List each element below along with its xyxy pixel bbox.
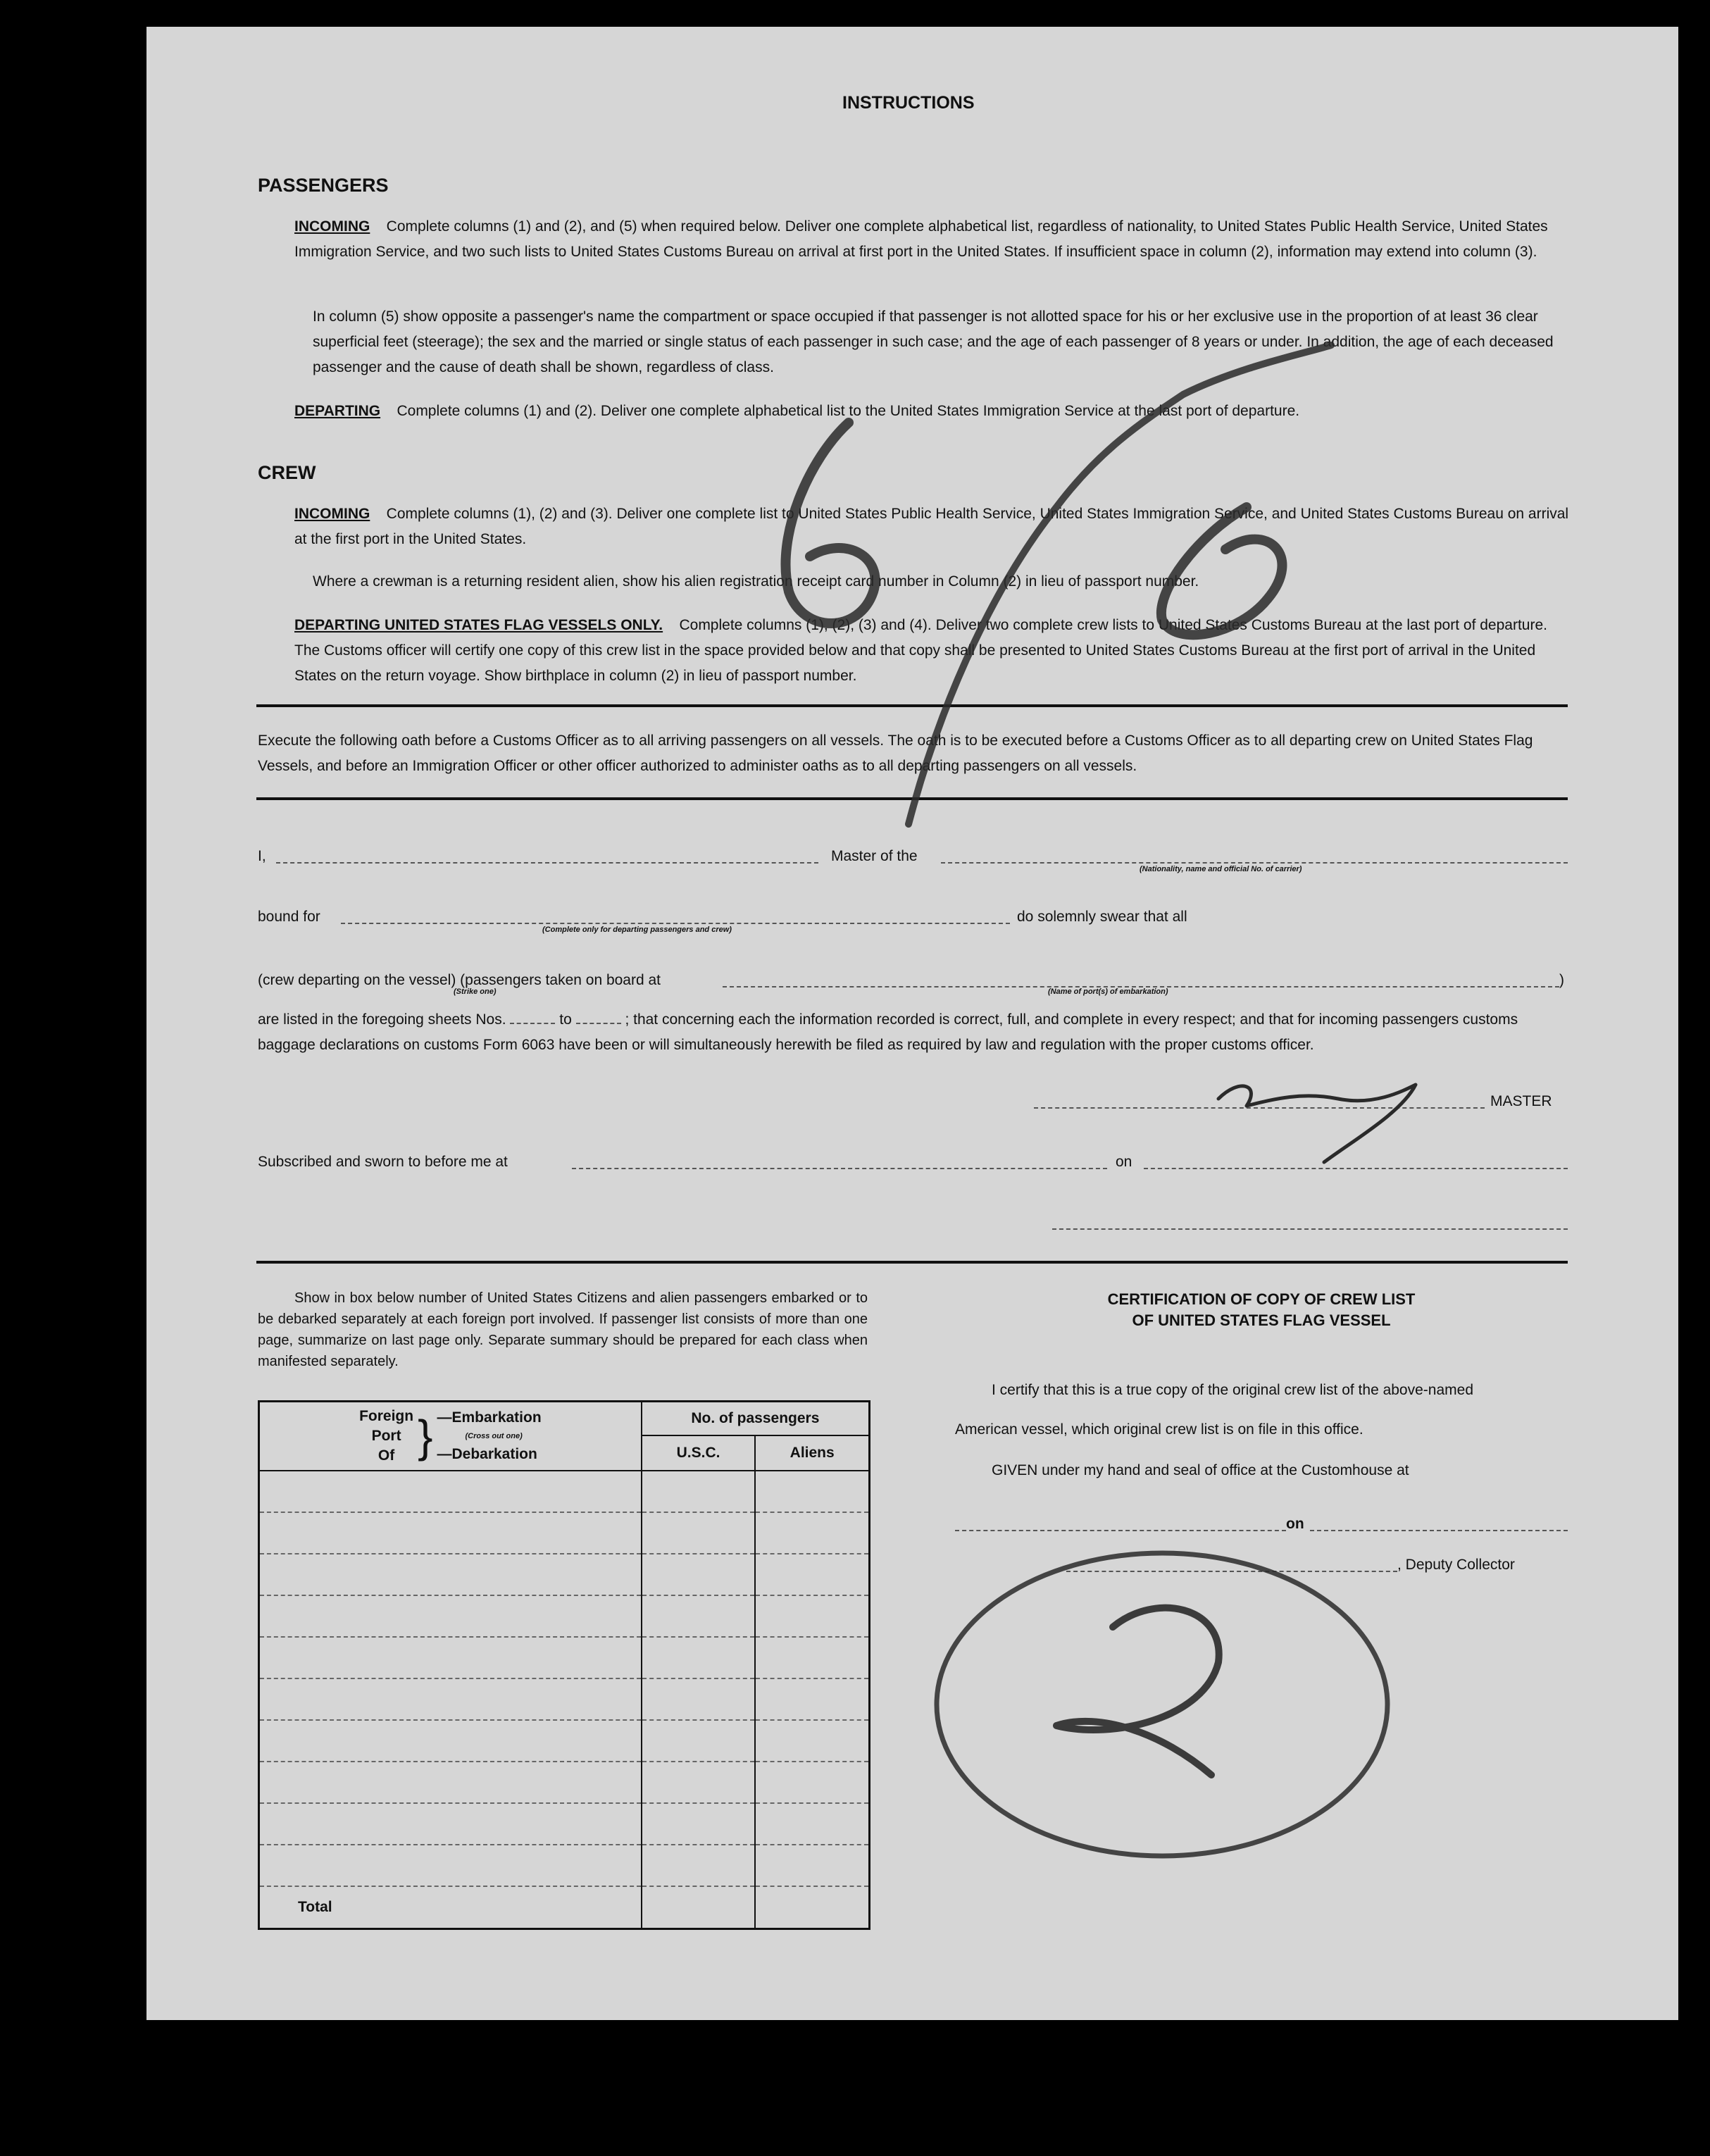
listed-rest: passengers customs baggage declarations on customs Form 6063 have been or will simultaneously herewith be filed as required by law and regulation with the proper customs officer. xyxy=(258,1011,1518,1053)
certification-heading-line2: OF UNITED STATES FLAG VESSEL xyxy=(1132,1311,1391,1329)
given-text: GIVEN under my hand and seal of office at the Customhouse at xyxy=(992,1462,1409,1478)
cross-out-note: (Cross out one) xyxy=(465,1432,523,1440)
handwritten-six-left xyxy=(786,423,875,623)
passengers-col5-text: In column (5) show opposite a passenger's name the compartment or space occupied if that passenger is not allotted space for his or her exclusive use in the proportion of at least 36 clear superficial feet (steerage); the sex and the married or single status of each passenger in such case; and the age of each passenger of 8 years or under. In addition, the age of each deceased passenger and the cause of death shall be shown, regardless of class. xyxy=(313,309,1554,375)
oath-intro: Execute the following oath before a Customs Officer as to all arriving passengers on all vessels. The oath is to be executed before a Customs Officer as to all departing crew on United States Flag Vessels, and before an Immigration Officer or other officer authorized to administer oaths as to all departing passengers on all vessels. xyxy=(258,733,1533,774)
crew-departing-label: DEPARTING UNITED STATES FLAG VESSELS ONLY. xyxy=(294,617,663,633)
port-note: (Name of port(s) of embarkation) xyxy=(1048,987,1168,996)
crew-heading: CREW xyxy=(258,462,316,483)
to-label: to xyxy=(559,1011,572,1028)
bound-for-label: bound for xyxy=(258,909,320,925)
embarkation-option[interactable]: —Embarkation xyxy=(437,1409,542,1426)
of-label: Of xyxy=(377,1447,395,1464)
nationality-note: (Nationality, name and official No. of carrier) xyxy=(1140,865,1302,873)
oath-i-label: I, xyxy=(258,848,266,864)
port-label: Port xyxy=(371,1428,401,1444)
listed-suffix: ; that concerning each the information recorded is correct, full, and complete in every respect; and that for incoming xyxy=(625,1011,1378,1028)
passengers-incoming-text: Complete columns (1) and (2), and (5) when required below. Deliver one complete alphabetical list, regardless of nationality, to United States Public Health Service, United States Immigration Service, and two such lists to United States Customs Bureau on arrival at first port in the United States. If insufficient space in column (2), information may extend into column (3). xyxy=(294,218,1548,260)
crew-resident-text: Where a crewman is a returning resident alien, show his alien registration receipt card number in Column (2) in lieu of passport number. xyxy=(313,573,1199,590)
passengers-taken-option[interactable]: (passengers taken on board at xyxy=(460,972,661,988)
listed-prefix: are listed in the foregoing sheets Nos. xyxy=(258,1011,506,1028)
usc-header: U.S.C. xyxy=(642,1435,756,1471)
passengers-departing-text: Complete columns (1) and (2). Deliver one complete alphabetical list to the United States Immigration Service at the last port of departure. xyxy=(397,403,1300,419)
total-label: Total xyxy=(259,1886,642,1929)
handwritten-two xyxy=(1056,1608,1219,1775)
passengers-departing-label: DEPARTING xyxy=(294,403,381,419)
debarkation-option[interactable]: —Debarkation xyxy=(437,1446,537,1462)
summary-intro: Show in box below number of United States Citizens and alien passengers embarked or to be debarked separately at each foreign port involved. If passenger list consists of more than one page, summarize on last page only. Separate summary should be prepared for each class when manifested separately. xyxy=(258,1290,868,1369)
sworn-on-label: on xyxy=(1116,1154,1132,1170)
crew-departing-option[interactable]: (crew departing on the vessel) xyxy=(258,972,456,988)
handwritten-marking-text xyxy=(0,0,15,12)
deputy-collector-label: , Deputy Collector xyxy=(1397,1557,1515,1573)
swear-text: do solemnly swear that all xyxy=(1017,909,1187,925)
certify-text-2: American vessel, which original crew list is on file in this office. xyxy=(955,1421,1363,1438)
cert-on-label: on xyxy=(1286,1516,1304,1532)
crew-departing-text: Complete columns (1), (2), (3) and (4). Deliver two complete crew lists to United States Customs Bureau at the last port of departure. The Customs officer will certify one copy of this crew list in the space provided below and that copy shall be presented to United States Customs Bureau at the first port of arrival in the United States on the return voyage. Show birthplace in column (2) in lieu of passport number. xyxy=(294,617,1547,684)
subscribed-label: Subscribed and sworn to before me at xyxy=(258,1154,508,1170)
close-paren: ) xyxy=(1559,972,1564,988)
crew-incoming-label: INCOMING xyxy=(294,506,370,522)
circle-mark xyxy=(937,1553,1387,1856)
foreign-port-header: Foreign Port Of } —Embarkation (Cross out one) —Debarkation xyxy=(259,1402,642,1471)
master-of-the-label: Master of the xyxy=(831,848,918,864)
page-title: INSTRUCTIONS xyxy=(842,93,975,113)
passengers-incoming-label: INCOMING xyxy=(294,218,370,235)
master-signature xyxy=(1218,1085,1416,1162)
crew-incoming-text: Complete columns (1), (2) and (3). Deliver one complete list to United States Public Health Service, United States Immigration Service, and United States Customs Bureau on arrival at the first port in the United States. xyxy=(294,506,1569,547)
certification-heading-line1: CERTIFICATION OF COPY OF CREW LIST xyxy=(1107,1290,1416,1308)
handwritten-slash xyxy=(909,345,1331,824)
bound-note: (Complete only for departing passengers and crew) xyxy=(542,926,732,934)
certify-text: I certify that this is a true copy of the original crew list of the above-named xyxy=(992,1382,1473,1398)
circled-number-text xyxy=(19,0,25,12)
master-label: MASTER xyxy=(1490,1093,1552,1109)
passengers-heading: PASSENGERS xyxy=(258,175,389,196)
strike-note: (Strike one) xyxy=(454,987,497,996)
aliens-header: Aliens xyxy=(755,1435,869,1471)
no-of-passengers-header: No. of passengers xyxy=(642,1402,870,1436)
handwritten-six-right xyxy=(1161,507,1282,635)
foreign-label: Foreign xyxy=(359,1408,414,1424)
